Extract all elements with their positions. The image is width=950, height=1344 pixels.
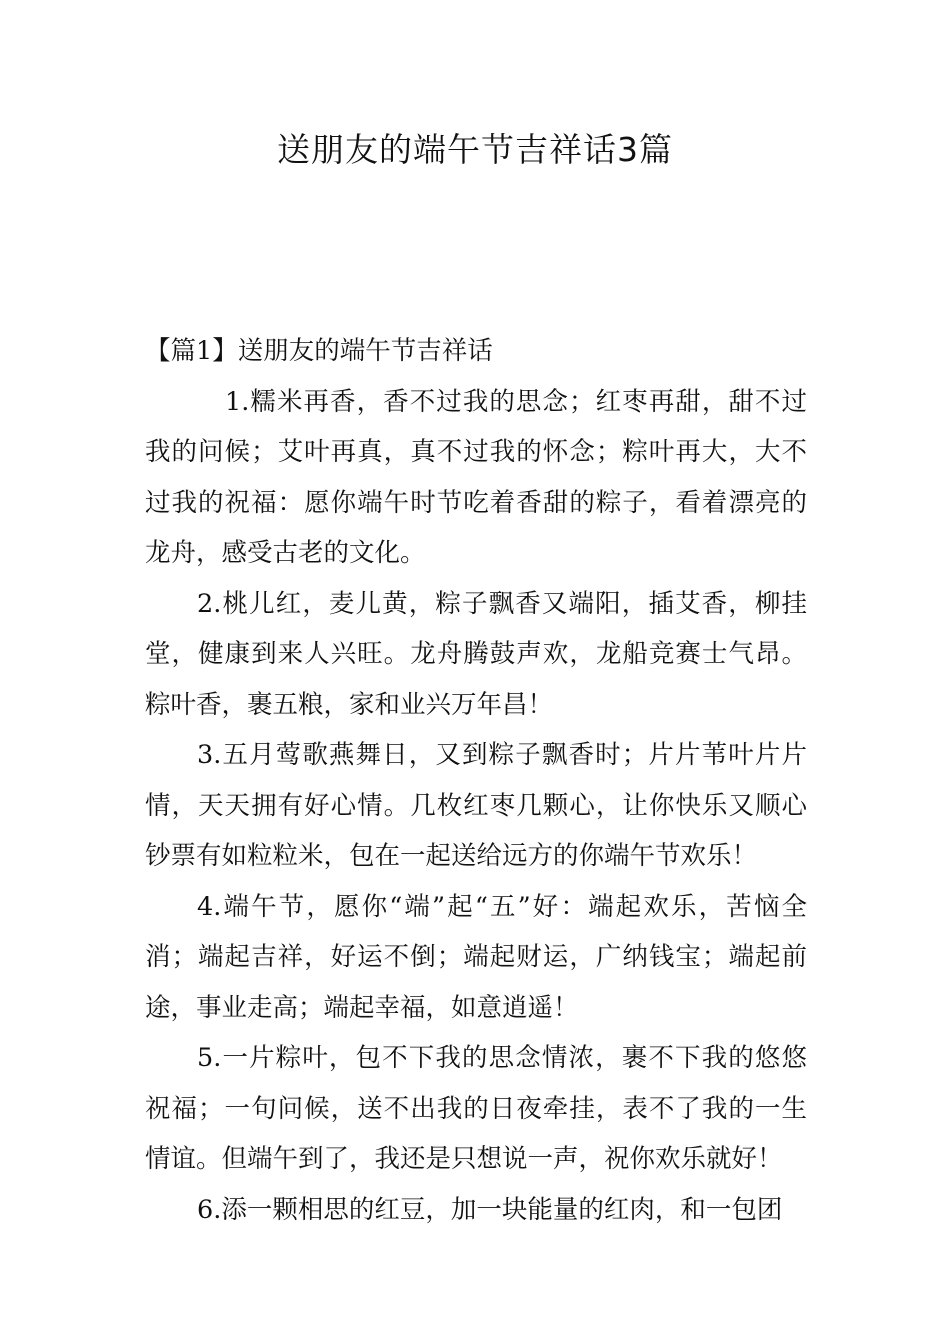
paragraph-6: 6.添一颗相思的红豆，加一块能量的红肉，和一包团 — [197, 1194, 783, 1225]
paragraph-2: 2.桃儿红，麦儿黄，粽子飘香又端阳，插艾香，柳挂堂，健康到来人兴旺。龙舟腾鼓声欢，龙船竞赛士气昂。粽叶香，裹五粮，家和业兴万年昌！ — [145, 588, 807, 720]
section-heading: 【篇1】送朋友的端午节吉祥话 — [145, 336, 493, 366]
paragraph-5: 5.一片粽叶，包不下我的思念情浓，裹不下我的悠悠祝福；一句问候，送不出我的日夜牵挂，表不了我的一生情谊。但端午到了，我还是只想说一声，祝你欢乐就好！ — [145, 1043, 807, 1174]
document-title: 送朋友的端午节吉祥话3篇 — [277, 130, 673, 169]
document-body — [145, 326, 807, 1235]
paragraph-1: 1.糯米再香，香不过我的思念；红枣再甜，甜不过我的问候；艾叶再真，真不过我的怀念；粽叶再大，大不过我的祝福：愿你端午时节吃着香甜的粽子，看着漂亮的龙舟，感受古老的文化。 — [145, 386, 807, 568]
paragraph-4: 4.端午节，愿你“端”起“五”好：端起欢乐，苦恼全消；端起吉祥，好运不倒；端起财运，广纳钱宝；端起前途，事业走高；端起幸福，如意逍遥！ — [145, 891, 807, 1023]
paragraph-3: 3.五月莺歌燕舞日，又到粽子飘香时；片片苇叶片片情，天天拥有好心情。几枚红枣几颗心，让你快乐又顺心钞票有如粒粒米，包在一起送给远方的你端午节欢乐！ — [145, 740, 807, 871]
